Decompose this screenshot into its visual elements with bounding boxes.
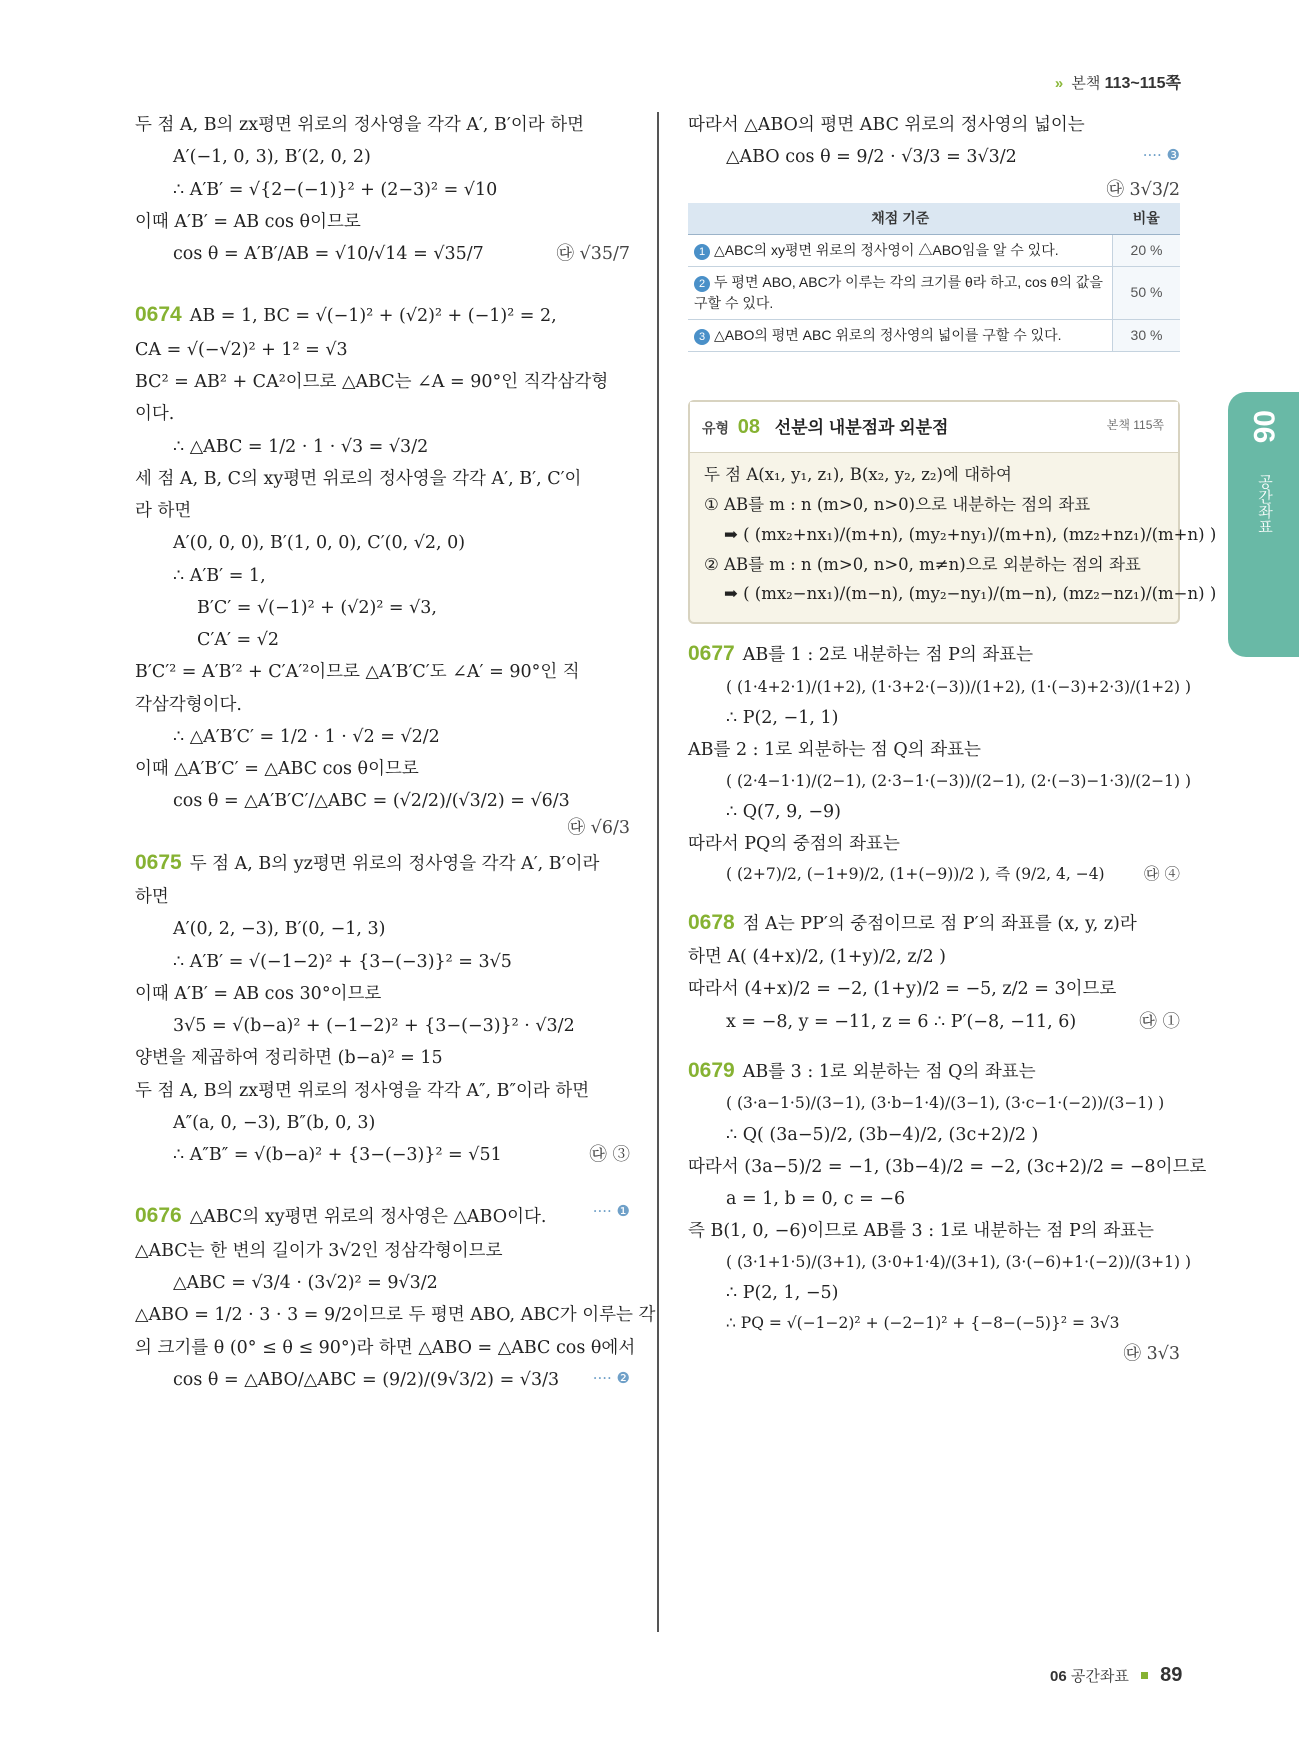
left-column — [135, 112, 656, 1399]
problem-0675 — [135, 847, 630, 1169]
text-line: 따라서 (4+x)/2 = −2, (1+y)/2 = −5, z/2 = 3이므로 — [688, 979, 1117, 1000]
answer-badge: ㉰ ④ — [1144, 865, 1180, 884]
problem-number: 0678 — [688, 910, 735, 934]
formula-text: cos θ = A′B′/AB = √10/√14 = √35/7 — [173, 244, 484, 264]
rate-value: 20 % — [1113, 234, 1181, 266]
problem-0678 — [688, 907, 1180, 1035]
text-line: 각삼각형이다. — [135, 694, 242, 715]
step-marker: ···· ❶ — [592, 1202, 630, 1221]
formula-line — [135, 241, 630, 267]
answer-badge: ㉰ 3√3/2 — [1106, 179, 1180, 200]
text-line: ② AB를 m : n (m>0, n>0, m≠n)으로 외분하는 점의 좌표 — [704, 554, 1141, 574]
text-line: ( (3·1+1·5)/(3+1), (3·0+1·4)/(3+1), (3·(−6)+1·(−2))/(3+1) ) — [726, 1252, 1192, 1271]
text-line: AB를 1 : 2로 내분하는 점 P의 좌표는 — [742, 645, 1034, 666]
text-line: 이때 △A′B′C′ = △ABC cos θ이므로 — [135, 759, 419, 779]
answer-badge: ㉰ √6/3 — [567, 817, 630, 838]
text-line: A′(−1, 0, 3), B′(2, 0, 2) — [173, 147, 371, 168]
type-number: 08 — [737, 415, 761, 438]
text-line: ① AB를 m : n (m>0, n>0)으로 내분하는 점의 좌표 — [704, 494, 1091, 514]
problem-number: 0674 — [135, 303, 182, 327]
formula-text: △ABO cos θ = 9/2 · √3/3 = 3√3/2 — [726, 147, 1017, 168]
text-line: a = 1, b = 0, c = −6 — [726, 1189, 906, 1210]
scoring-header-rate: 비율 — [1113, 203, 1181, 235]
answer-badge: ㉰ 3√3 — [1123, 1344, 1180, 1365]
rate-value: 30 % — [1113, 319, 1181, 351]
text-line: 하면 A( (4+x)/2, (1+y)/2, z/2 ) — [688, 947, 947, 968]
answer-badge: ㉰ ③ — [589, 1145, 630, 1165]
page-header — [1055, 70, 1181, 93]
text-line: △ABC의 xy평면 위로의 정사영은 △ABO이다. — [189, 1207, 547, 1228]
text-line: △ABC = √3/4 · (3√2)² = 9√3/2 — [173, 1273, 438, 1293]
criteria-text: △ABC의 xy평면 위로의 정사영이 △ABO임을 알 수 있다. — [714, 241, 1059, 258]
text-line: 하면 — [135, 887, 169, 907]
problem-number: 0679 — [688, 1058, 735, 1082]
column-divider — [657, 112, 659, 1632]
answer-value: 3√3 — [1146, 1344, 1180, 1365]
criteria-text: △ABO의 평면 ABC 위로의 정사영의 넓이를 구할 수 있다. — [714, 326, 1062, 343]
text-line: ∴ P(2, 1, −5) — [726, 1282, 839, 1303]
text-line: ∴ △A′B′C′ = 1/2 · 1 · √2 = √2/2 — [173, 726, 440, 747]
table-row — [688, 266, 1180, 319]
chapter-side-tab — [1228, 392, 1299, 657]
header-label: 본책 — [1071, 75, 1101, 92]
right-column — [688, 112, 1217, 1368]
text-line: 따라서 (3a−5)/2 = −1, (3b−4)/2 = −2, (3c+2)/2 = −8이므로 — [688, 1156, 1207, 1177]
type-tag: 유형 — [702, 419, 730, 436]
text-line: 의 크기를 θ (0° ≤ θ ≤ 90°)라 하면 △ABO = △ABC cos θ에서 — [135, 1337, 636, 1358]
text-line: ∴ PQ = √(−1−2)² + (−2−1)² + {−8−(−5)}² = 3√3 — [726, 1314, 1120, 1333]
text-line: C′A′ = √2 — [197, 630, 280, 650]
type-reference: 본책 115쪽 — [1106, 417, 1164, 432]
formula-text: x = −8, y = −11, z = 6 ∴ P′(−8, −11, 6) — [726, 1011, 1077, 1032]
text-line: CA = √(−√2)² + 1² = √3 — [135, 339, 348, 360]
text-line: 두 점 A, B의 zx평면 위로의 정사영을 각각 A′, B′이라 하면 — [135, 115, 585, 135]
text-line: 즉 B(1, 0, −6)이므로 AB를 3 : 1로 내분하는 점 P의 좌표는 — [688, 1221, 1154, 1242]
double-chevron-icon: » — [1054, 75, 1064, 92]
type-box-body — [690, 453, 1217, 623]
chapter-tab-number: 06 — [1247, 410, 1280, 444]
text-line: 세 점 A, B, C의 xy평면 위로의 정사영을 각각 A′, B′, C′이 — [135, 468, 582, 489]
answer-value: ① — [1162, 1011, 1180, 1032]
text-line: 양변을 제곱하여 정리하면 (b−a)² = 15 — [135, 1048, 443, 1069]
problem-0674 — [135, 299, 630, 838]
text-line: ∴ P(2, −1, 1) — [726, 708, 839, 729]
text-line: ∴ A′B′ = √{2−(−1)}² + (2−3)² = √10 — [173, 179, 498, 200]
type-box-header — [690, 402, 1178, 453]
text-line: 두 점 A(x₁, y₁, z₁), B(x₂, y₂, z₂)에 대하여 — [704, 464, 1012, 484]
formula-text: cos θ = △ABO/△ABC = (9/2)/(9√3/2) = √3/3 — [173, 1369, 560, 1390]
text-line: ∴ Q( (3a−5)/2, (3b−4)/2, (3c+2)/2 ) — [726, 1124, 1039, 1145]
answer-value: 3√3/2 — [1129, 179, 1180, 200]
page-footer — [1050, 1664, 1182, 1687]
square-bullet-icon — [1141, 1672, 1148, 1679]
text-line: △ABO = 1/2 · 3 · 3 = 9/2이므로 두 평면 ABO, ABC가 이루는 각 — [135, 1305, 656, 1326]
step-marker: ···· ❷ — [592, 1368, 630, 1387]
header-pages: 113~115쪽 — [1104, 75, 1181, 92]
footer-title: 공간좌표 — [1070, 1668, 1129, 1685]
formula-text: ∴ A″B″ = √(b−a)² + {3−(−3)}² = √51 — [173, 1145, 502, 1165]
problem-number: 0675 — [135, 850, 182, 874]
formula-text: ( (2+7)/2, (−1+9)/2, (1+(−9))/2 ), 즉 (9/2, 4, −4) — [726, 865, 1105, 884]
text-line: △ABC는 한 변의 길이가 3√2인 정삼각형이므로 — [135, 1240, 503, 1261]
scoring-header-criteria: 채점 기준 — [688, 203, 1113, 235]
answer-value: √35/7 — [579, 244, 630, 264]
formula-text: cos θ = △A′B′C′/△ABC = (√2/2)/(√3/2) = √6/3 — [173, 791, 570, 812]
scoring-table — [688, 203, 1180, 352]
text-line: ( (3·a−1·5)/(3−1), (3·b−1·4)/(3−1), (3·c−1·(−2))/(3−1) ) — [726, 1094, 1165, 1113]
text-line: B′C′ = √(−1)² + (√2)² = √3, — [197, 597, 437, 618]
criteria-text: 두 평면 ABO, ABC가 이루는 각의 크기를 θ라 하고, cos θ의 값을 구할 수 있다. — [694, 273, 1103, 311]
problem-number: 0676 — [135, 1204, 182, 1228]
step-marker: ···· ❸ — [1142, 146, 1180, 165]
text-line: 이때 A′B′ = AB cos θ이므로 — [135, 211, 361, 232]
text-line: 따라서 PQ의 중점의 좌표는 — [688, 834, 900, 855]
text-line: A″(a, 0, −3), B″(b, 0, 3) — [173, 1112, 376, 1133]
chapter-tab-title: 공간좌표 — [1256, 474, 1273, 534]
answer-badge: ㉰ ① — [1139, 1011, 1180, 1032]
text-line: BC² = AB² + CA²이므로 △ABC는 ∠A = 90°인 직각삼각형 — [135, 372, 609, 392]
text-line: ∴ A′B′ = √(−1−2)² + {3−(−3)}² = 3√5 — [173, 951, 512, 972]
text-line: B′C′² = A′B′² + C′A′²이므로 △A′B′C′도 ∠A′ = 90°인 직 — [135, 662, 580, 683]
text-line: 라 하면 — [135, 501, 192, 521]
problem-0676 — [135, 1200, 656, 1393]
text-line: ∴ △ABC = 1/2 · 1 · √3 = √3/2 — [173, 436, 429, 457]
formula-line — [135, 1142, 630, 1168]
text-line: ➡ ( (mx₂−nx₁)/(m−n), (my₂−ny₁)/(m−n), (mz₂−nz₁)/(m−n) ) — [724, 584, 1217, 604]
text-line: ∴ A′B′ = 1, — [173, 565, 266, 586]
rate-value: 50 % — [1113, 266, 1181, 319]
answer-badge: ㉰ √35/7 — [556, 244, 630, 264]
problem-0677 — [688, 638, 1192, 886]
table-row — [688, 319, 1180, 351]
text-line: ∴ Q(7, 9, −9) — [726, 801, 842, 822]
text-line: 점 A는 PP′의 중점이므로 점 P′의 좌표를 (x, y, z)라 — [742, 913, 1137, 934]
text-line: AB를 3 : 1로 외분하는 점 Q의 좌표는 — [742, 1061, 1036, 1082]
problem-0679 — [688, 1055, 1207, 1365]
text-line: 두 점 A, B의 yz평면 위로의 정사영을 각각 A′, B′이라 — [189, 853, 600, 874]
problem-number: 0677 — [688, 642, 735, 666]
step-number-icon: 1 — [694, 244, 710, 260]
text-line: 3√5 = √(b−a)² + (−1−2)² + {3−(−3)}² · √3/2 — [173, 1016, 575, 1036]
answer-value: ③ — [612, 1145, 630, 1165]
text-line: 따라서 △ABO의 평면 ABC 위로의 정사영의 넓이는 — [688, 115, 1085, 135]
text-line: AB = 1, BC = √(−1)² + (√2)² + (−1)² = 2, — [189, 306, 557, 327]
text-line: 두 점 A, B의 zx평면 위로의 정사영을 각각 A″, B″이라 하면 — [135, 1080, 590, 1101]
answer-value: ④ — [1164, 865, 1180, 884]
text-line: A′(0, 2, −3), B′(0, −1, 3) — [173, 919, 386, 940]
text-line: A′(0, 0, 0), B′(1, 0, 0), C′(0, √2, 0) — [173, 533, 466, 554]
text-line: 이때 A′B′ = AB cos 30°이므로 — [135, 983, 382, 1004]
intro-solution — [135, 112, 630, 267]
answer-value: √6/3 — [590, 817, 630, 838]
type-summary-box — [688, 400, 1217, 625]
text-line: ( (1·4+2·1)/(1+2), (1·3+2·(−3))/(1+2), (1·(−3)+2·3)/(1+2) ) — [726, 677, 1192, 696]
step-number-icon: 2 — [694, 276, 710, 292]
table-row — [688, 234, 1180, 266]
problem-0676-cont — [688, 112, 1180, 200]
text-line: ( (2·4−1·1)/(2−1), (2·3−1·(−3))/(2−1), (2·(−3)−1·3)/(2−1) ) — [726, 771, 1192, 790]
step-number-icon: 3 — [694, 329, 710, 345]
page-number: 89 — [1160, 1664, 1183, 1686]
text-line: ➡ ( (mx₂+nx₁)/(m+n), (my₂+ny₁)/(m+n), (mz₂+nz₁)/(m+n) ) — [724, 524, 1217, 544]
text-line: 이다. — [135, 404, 175, 425]
type-title: 선분의 내분점과 외분점 — [774, 417, 949, 437]
formula-line — [135, 788, 630, 838]
footer-chapter: 06 — [1050, 1668, 1067, 1685]
text-line: AB를 2 : 1로 외분하는 점 Q의 좌표는 — [688, 740, 981, 761]
